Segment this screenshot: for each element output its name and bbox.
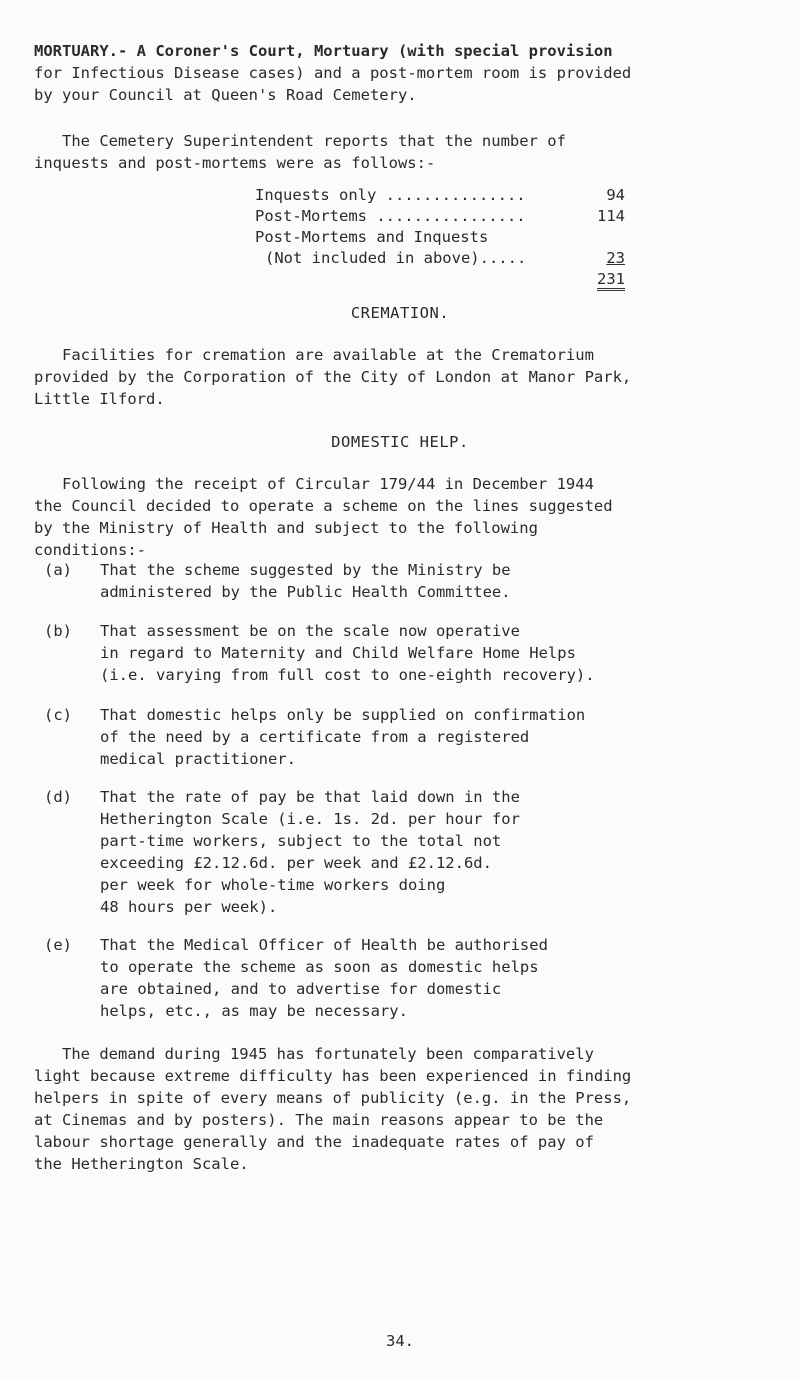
condition-marker: (b) [44,622,72,640]
condition-line: in regard to Maternity and Child Welfare Home Helps [100,644,576,662]
condition-d [44,786,764,918]
condition-c [44,704,764,770]
condition-line: medical practitioner. [100,750,296,768]
mortuary-line-3: by your Council at Queen's Road Cemetery. [34,86,417,104]
condition-line: helps, etc., as may be necessary. [100,1002,408,1020]
page-number: 34. [386,1332,414,1350]
table-row [255,206,625,227]
inquests-intro [34,130,774,174]
row-label: Post-Mortems ................ [255,207,526,225]
condition-marker: (a) [44,561,72,579]
intro-line: the Council decided to operate a scheme on the lines suggested [34,497,613,515]
condition-line: That the scheme suggested by the Ministry be [100,561,511,579]
row-label: (Not included in above)..... [265,249,527,267]
condition-line: to operate the scheme as soon as domestic helps [100,958,539,976]
condition-line: That assessment be on the scale now operative [100,622,520,640]
cremation-line-1: Facilities for cremation are available at the Crematorium [62,346,594,364]
intro-line: by the Ministry of Health and subject to the following [34,519,538,537]
domestic-help-intro [34,473,774,561]
condition-line: part-time workers, subject to the total not [100,832,502,850]
condition-marker: (c) [44,706,72,724]
demand-line: at Cinemas and by posters). The main reasons appear to be the [34,1111,604,1129]
table-row [255,185,625,206]
inquests-intro-line-2: inquests and post-mortems were as follows:- [34,154,436,172]
condition-a [44,559,764,603]
mortuary-line-1: A Coroner's Court, Mortuary (with special provision [136,42,613,60]
condition-line: (i.e. varying from full cost to one-eighth recovery). [100,666,595,684]
mortuary-heading: MORTUARY.- [34,42,128,60]
condition-e [44,934,764,1022]
row-value: 94 [606,186,625,204]
intro-line: Following the receipt of Circular 179/44 in December 1944 [62,475,594,493]
intro-line: conditions:- [34,541,146,559]
demand-paragraph [34,1043,774,1175]
demand-line: labour shortage generally and the inadequate rates of pay of [34,1133,594,1151]
condition-line: Hetherington Scale (i.e. 1s. 2d. per hour for [100,810,520,828]
total-value: 231 [597,270,625,291]
table-row [255,248,625,269]
condition-line: 48 hours per week). [100,898,278,916]
condition-line: are obtained, and to advertise for domestic [100,980,502,998]
condition-line: exceeding £2.12.6d. per week and £2.12.6d. [100,854,492,872]
domestic-help-heading: DOMESTIC HELP. [331,433,469,451]
cremation-paragraph [34,344,774,410]
condition-marker: (d) [44,788,72,806]
condition-line: administered by the Public Health Committee. [100,583,511,601]
mortuary-paragraph [34,40,774,106]
demand-line: the Hetherington Scale. [34,1155,249,1173]
mortuary-line-2: for Infectious Disease cases) and a post-mortem room is provided [34,64,632,82]
condition-line: That the rate of pay be that laid down in the [100,788,520,806]
condition-marker: (e) [44,936,72,954]
demand-line: helpers in spite of every means of publicity (e.g. in the Press, [34,1089,632,1107]
condition-line: That domestic helps only be supplied on confirmation [100,706,586,724]
demand-line: light because extreme difficulty has been experienced in finding [34,1067,632,1085]
row-label: Inquests only ............... [255,186,526,204]
inquests-intro-line-1: The Cemetery Superintendent reports that the number of [62,132,566,150]
cremation-line-3: Little Ilford. [34,390,165,408]
condition-line: of the need by a certificate from a registered [100,728,530,746]
inquests-table [255,185,625,290]
demand-line: The demand during 1945 has fortunately been comparatively [62,1045,594,1063]
row-label: Post-Mortems and Inquests [255,228,489,246]
condition-line: That the Medical Officer of Health be authorised [100,936,548,954]
cremation-line-2: provided by the Corporation of the City of London at Manor Park, [34,368,632,386]
cremation-heading: CREMATION. [350,304,450,322]
row-value: 114 [597,207,625,225]
table-total-row [255,269,625,290]
condition-b [44,620,764,686]
condition-line: per week for whole-time workers doing [100,876,446,894]
table-row [255,227,625,248]
row-value: 23 [606,249,625,267]
